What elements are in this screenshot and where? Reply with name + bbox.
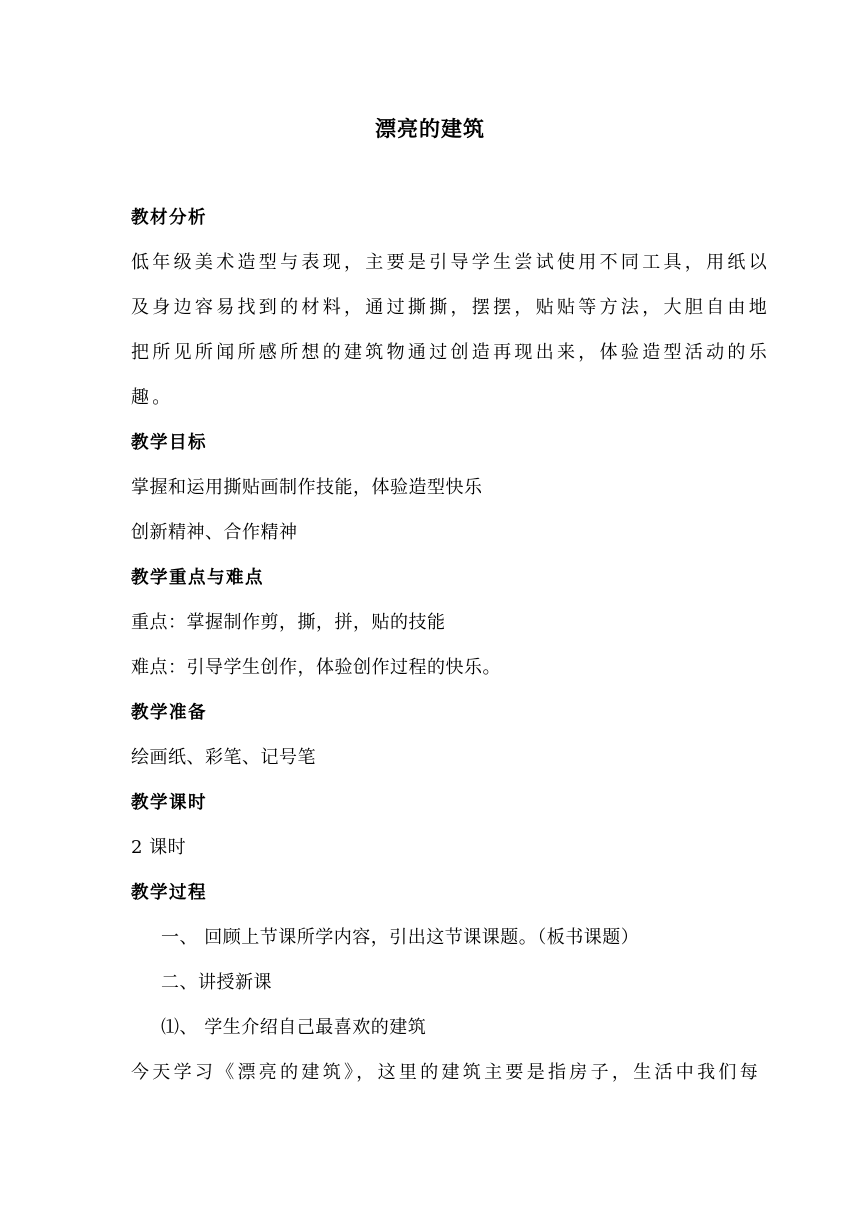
paragraph-line: 难点：引导学生创作，体验创作过程的快乐。	[131, 657, 501, 678]
list-item: ⑴、 学生介绍自己最喜欢的建筑	[161, 1017, 427, 1038]
section-heading-hours: 教学课时	[131, 793, 207, 813]
paragraph-line: 2 课时	[131, 837, 187, 858]
paragraph-line: 低年级美术造型与表现，主要是引导学生尝试使用不同工具，用纸以	[131, 252, 770, 273]
list-item: 一、 回顾上节课所学内容，引出这节课课题。（板书课题）	[161, 927, 640, 948]
paragraph-line: 今天学习《漂亮的建筑》，这里的建筑主要是指房子，生活中我们每	[131, 1062, 761, 1083]
section-heading-key-points: 教学重点与难点	[131, 568, 264, 588]
paragraph-line: 把所见所闻所感所想的建筑物通过创造再现出来，体验造型活动的乐	[131, 342, 770, 363]
section-heading-analysis: 教材分析	[131, 208, 207, 228]
paragraph-line: 绘画纸、彩笔、记号笔	[131, 747, 316, 768]
paragraph-line: 掌握和运用撕贴画制作技能，体验造型快乐	[131, 477, 483, 498]
paragraph-line: 及身边容易找到的材料，通过撕撕，摆摆，贴贴等方法，大胆自由地	[131, 297, 770, 318]
paragraph-line: 趣。	[131, 387, 174, 408]
paragraph-line: 创新精神、合作精神	[131, 522, 298, 543]
section-heading-process: 教学过程	[131, 883, 207, 903]
section-heading-preparation: 教学准备	[131, 703, 207, 723]
section-heading-goals: 教学目标	[131, 433, 207, 453]
list-item: 二、讲授新课	[161, 972, 272, 993]
document-title: 漂亮的建筑	[375, 117, 485, 141]
paragraph-line: 重点：掌握制作剪，撕，拼，贴的技能	[131, 612, 446, 633]
